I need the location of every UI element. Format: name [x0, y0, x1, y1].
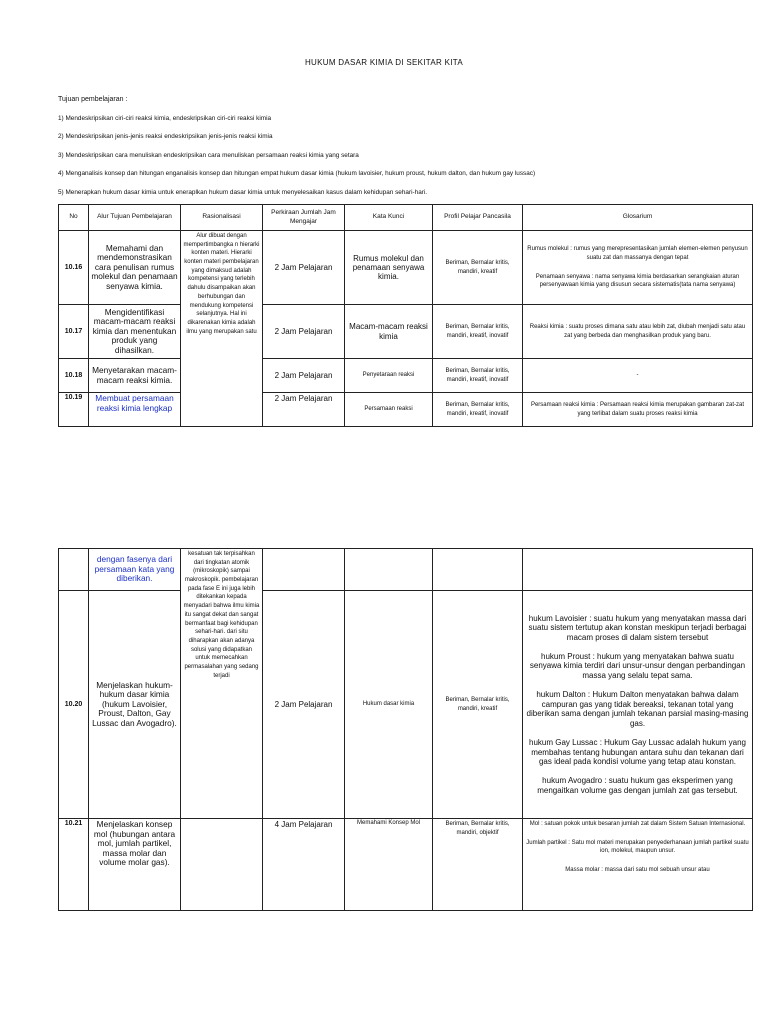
header-kata-kunci: Kata Kunci: [345, 205, 433, 231]
jam-cell: 4 Jam Pelajaran: [263, 819, 345, 911]
goal-item-1: 1) Mendeskripsikan ciri-ciri reaksi kimia, endeskripsikan ciri-ciri reaksi kimia: [58, 115, 272, 122]
page-title: HUKUM DASAR KIMIA DI SEKITAR KITA: [304, 58, 464, 67]
glosarium-entry: Persamaan reaksi kimia : Persamaan reaksi kimia merupakan gambaran zat-zat yang terlibat dalam suatu proses reaksi kimia: [530, 401, 745, 417]
profil-cell: Beriman, Bernalar kritis, mandiri, kreatif, inovatif: [433, 393, 523, 427]
table-row: [59, 591, 753, 819]
row-number: 10.18: [59, 359, 89, 393]
rasionalisasi-cell: kesatuan tak terpisahkan dari tingkatan atomik (mikroskopik) sampai makroskopik. pembelajaran pada fase E ini juga lebih ditekankan kepada menyadari bahwa ilmu kimia itu sangat dekat dan sangat bermanfaat bagi kehidupan sehari-hari. dari situ diharapkan akan adanya solusi yang didapatkan untuk memecahkan permasalahan yang sedang terjadi: [181, 549, 263, 819]
kata-kunci-cell: Persamaan reaksi: [345, 393, 433, 427]
table-header-row: [59, 205, 753, 231]
glosarium-entry: hukum Lavoisier : suatu hukum yang menyatakan massa dari suatu sistem tertutup akan konstan meskipun terjadi berbagai macam proses di dalam sistem tersebut: [528, 613, 747, 642]
glosarium-cell: [523, 591, 753, 819]
glosarium-entry: hukum Avogadro : suatu hukum gas eksperimen yang mengaitkan volume gas dengan jumlah zat gas tersebut.: [537, 776, 738, 795]
kata-kunci-cell: Hukum dasar kimia: [345, 591, 433, 819]
alur-cell: Menjelaskan konsep mol (hubungan antara mol, jumlah partikel, massa molar dan volume molar gas).: [89, 819, 181, 911]
glosarium-cell: [523, 359, 753, 393]
learning-table-2: [58, 548, 753, 911]
table-row: [59, 305, 753, 359]
table-row: [59, 549, 753, 591]
row-number: [59, 549, 89, 591]
kata-kunci-cell: Rumus molekul dan penamaan senyawa kimia.: [345, 231, 433, 305]
header-glosarium: Glosarium: [523, 205, 753, 231]
header-alur: Alur Tujuan Pembelajaran: [89, 205, 181, 231]
header-no: No: [59, 205, 89, 231]
glosarium-entry: Reaksi kimia : suatu proses dimana satu atau lebih zat, diubah menjadi satu atau zat yang berbeda dan menghasilkan produk yang baru.: [529, 323, 746, 339]
kata-kunci-cell: [345, 549, 433, 591]
profil-cell: [433, 549, 523, 591]
row-number: 10.21: [59, 819, 89, 911]
alur-cell: dengan fasenya dari persamaan kata yang diberikan.: [89, 549, 181, 591]
kata-kunci-cell: Memahami Konsep Mol: [345, 819, 433, 911]
jam-cell: [263, 549, 345, 591]
alur-cell: Menyetarakan macam-macam reaksi kimia.: [89, 359, 181, 393]
header-jam: Perkiraan Jumlah Jam Mengajar: [263, 205, 345, 231]
jam-cell: 2 Jam Pelajaran: [263, 393, 345, 427]
alur-cell: Mengidentifikasi macam-macam reaksi kimia dan menentukan produk yang dihasilkan.: [89, 305, 181, 359]
glosarium-cell: [523, 819, 753, 911]
alur-cell: Menjelaskan hukum-hukum dasar kimia (hukum Lavoisier, Proust, Dalton, Gay Lussac dan Avogadro).: [89, 591, 181, 819]
glosarium-entry: Massa molar : massa dari satu mol sebuah unsur atau: [565, 867, 710, 874]
row-number: 10.20: [59, 591, 89, 819]
glosarium-entry: hukum Dalton : Hukum Dalton menyatakan bahwa dalam campuran gas yang tidak bereaksi, tekanan total yang diberikan sama dengan jumlah tekanan parsial masing-masing gas.: [526, 690, 749, 728]
kata-kunci-cell: Penyetaraan reaksi: [345, 359, 433, 393]
jam-cell: 2 Jam Pelajaran: [263, 231, 345, 305]
goal-item-2: 2) Mendeskripsikan jenis-jenis reaksi endeskripsikan jenis-jenis reaksi kimia: [58, 133, 273, 140]
glosarium-cell: [523, 393, 753, 427]
glosarium-entry: Jumlah partikel : Satu mol materi merupakan penyederhanaan jumlah partikel suatu ion, molekul, maupun unsur.: [526, 839, 749, 855]
table-row: [59, 231, 753, 305]
row-number: 10.16: [59, 231, 89, 305]
profil-cell: Beriman, Bernalar kritis, mandiri, kreatif, inovatif: [433, 359, 523, 393]
glosarium-entry: -: [636, 372, 639, 379]
glosarium-entry: Penamaan senyawa : nama senyawa kimia berdasarkan serangkaian aturan persenyawaan kimia yang disusun secara sistematis(tata nama senyawa): [535, 273, 740, 289]
table-row: [59, 819, 753, 911]
row-number: 10.17: [59, 305, 89, 359]
jam-cell: 2 Jam Pelajaran: [263, 591, 345, 819]
glosarium-entry: hukum Proust : hukum yang menyatakan bahwa suatu senyawa kimia terdiri dari unsur-unsur dengan perbandingan massa yang selalu tepat sama.: [529, 652, 746, 680]
rasionalisasi-cell: [181, 819, 263, 911]
profil-cell: Beriman, Bernalar kritis, mandiri, kreatif: [433, 591, 523, 819]
kata-kunci-cell: Macam-macam reaksi kimia: [345, 305, 433, 359]
goal-item-3: 3) Mendeskripsikan cara menuliskan endeskripsikan cara menuliskan persamaan reaksi kimia yang setara: [58, 152, 359, 159]
profil-cell: Beriman, Bernalar kritis, mandiri, kreatif, inovatif: [433, 305, 523, 359]
goal-item-4: 4) Menganalisis konsep dan hitungan enganalisis konsep dan hitungan empat hukum dasar kimia (hukum lavoisier, hukum proust, hukum dalton, dan hukum gay lussac): [58, 170, 536, 177]
profil-cell: Beriman, Bernalar kritis, mandiri, kreatif: [433, 231, 523, 305]
profil-cell: Beriman, Bernalar kritis, mandiri, objektif: [433, 819, 523, 911]
table-row: [59, 393, 753, 427]
row-number: 10.19: [59, 393, 89, 427]
goals-heading: Tujuan pembelajaran :: [58, 96, 128, 103]
alur-cell: Membuat persamaan reaksi kimia lengkap: [89, 393, 181, 427]
glosarium-cell: [523, 231, 753, 305]
glosarium-entry: hukum Gay Lussac : Hukum Gay Lussac adalah hukum yang membahas tentang hubungan antara suhu dan tekanan dari gas ideal pada kondisi volume yang tetap atau konstan.: [529, 738, 746, 766]
header-profil: Profil Pelajar Pancasila: [433, 205, 523, 231]
alur-cell: Memahami dan mendemonstrasikan cara penulisan rumus molekul dan penamaan senyawa kimia.: [89, 231, 181, 305]
learning-table-1: [58, 204, 753, 427]
glosarium-entry: Mol : satuan pokok untuk besaran jumlah zat dalam Sistem Satuan Internasional.: [529, 821, 746, 827]
goal-item-5: 5) Menerapkan hukum dasar kimia untuk eneraplkan hukum dasar kimia untuk menyelesaikan kasus dalam kehidupan sehari-hari.: [58, 189, 428, 196]
jam-cell: 2 Jam Pelajaran: [263, 359, 345, 393]
jam-cell: 2 Jam Pelajaran: [263, 305, 345, 359]
table-row: [59, 359, 753, 393]
glosarium-entry: Rumus molekul : rumus yang merepresentasikan jumlah elemen-elemen penyusun suatu zat dan massanya dengan tepat: [527, 246, 748, 261]
glosarium-cell: [523, 549, 753, 591]
rasionalisasi-cell: Alur dibuat dengan mempertimbangka n hierarki konten materi. Hierarki konten materi pembelajaran yang dimaksud adalah kompetensi yang terlebih dahulu disampaikan akan berhubungan dan mendukung kompetensi selanjutnya. Hal ini dikarenakan kimia adalah ilmu yang merupakan satu: [181, 231, 263, 427]
glosarium-cell: [523, 305, 753, 359]
header-rasionalisasi: Rasionalisasi: [181, 205, 263, 231]
